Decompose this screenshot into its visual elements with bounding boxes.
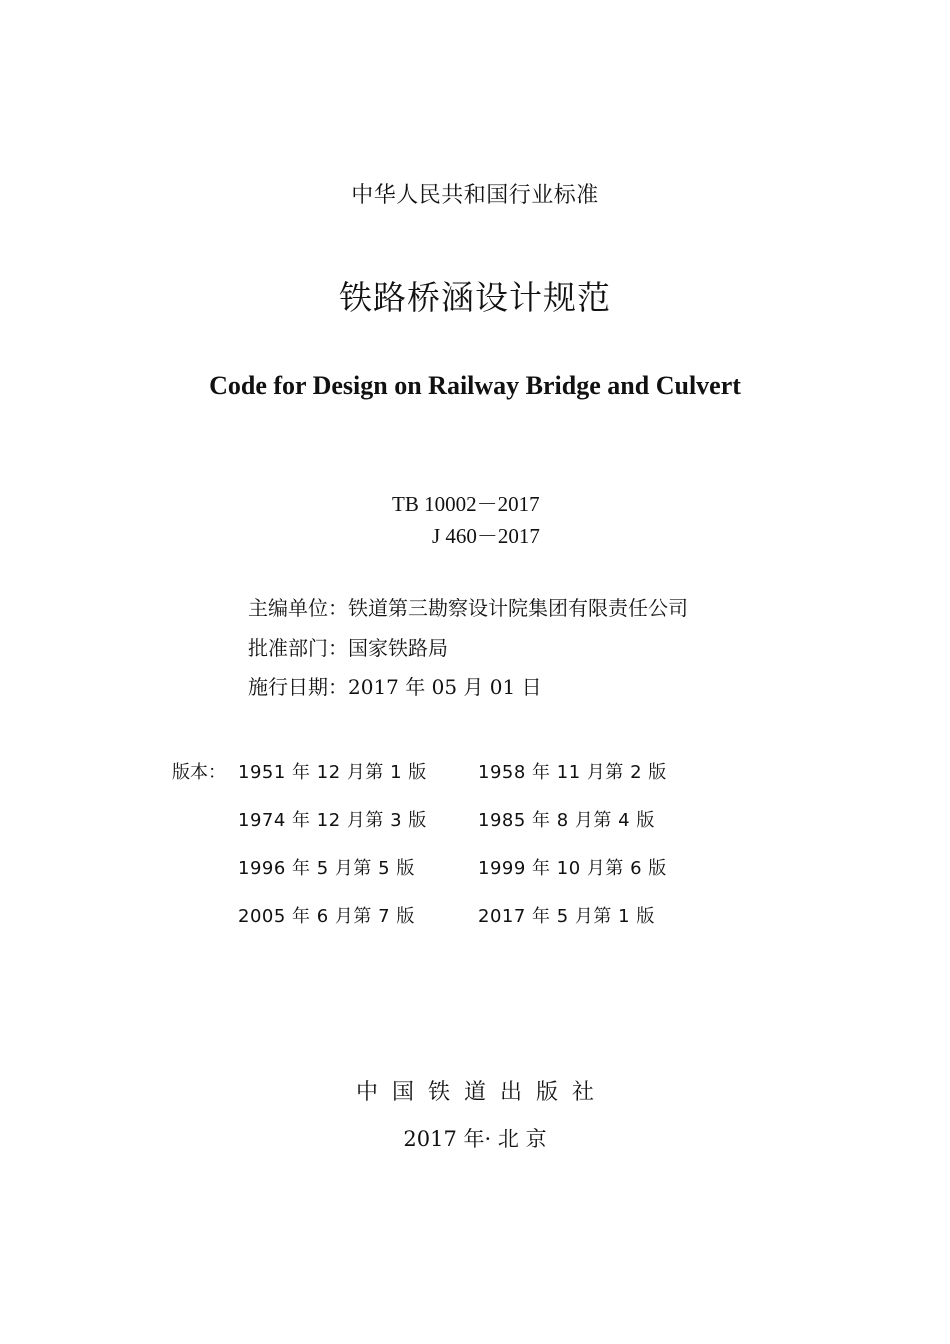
document-title-english: Code for Design on Railway Bridge and Culvert xyxy=(209,371,741,400)
standard-code-tb: TB 10002－2017 xyxy=(392,492,540,516)
edition-entry: 2017 年 5 月第 1 版 xyxy=(478,906,655,927)
edition-entry: 1999 年 10 月第 6 版 xyxy=(478,858,667,879)
publication-year-place: 2017 年· 北 京 xyxy=(403,1127,547,1151)
edition-entry: 1996 年 5 月第 5 版 xyxy=(238,858,415,879)
chief-editor-unit: 主编单位：铁道第三勘察设计院集团有限责任公司 xyxy=(248,596,688,620)
standard-code-j: J 460－2017 xyxy=(432,524,540,548)
approving-department: 批准部门：国家铁路局 xyxy=(248,636,448,660)
edition-entry: 2005 年 6 月第 7 版 xyxy=(238,906,415,927)
edition-entry: 1974 年 12 月第 3 版 xyxy=(238,810,427,831)
edition-history-label: 版本： xyxy=(172,762,226,783)
effective-date: 施行日期：2017 年 05 月 01 日 xyxy=(248,675,542,699)
standard-category: 中华人民共和国行业标准 xyxy=(351,183,599,208)
publisher-name: 中国铁道出版社 xyxy=(355,1080,608,1105)
edition-entry: 1985 年 8 月第 4 版 xyxy=(478,810,655,831)
edition-entry: 1951 年 12 月第 1 版 xyxy=(238,762,427,783)
document-title-chinese: 铁路桥涵设计规范 xyxy=(339,278,611,317)
edition-entry: 1958 年 11 月第 2 版 xyxy=(478,762,667,783)
